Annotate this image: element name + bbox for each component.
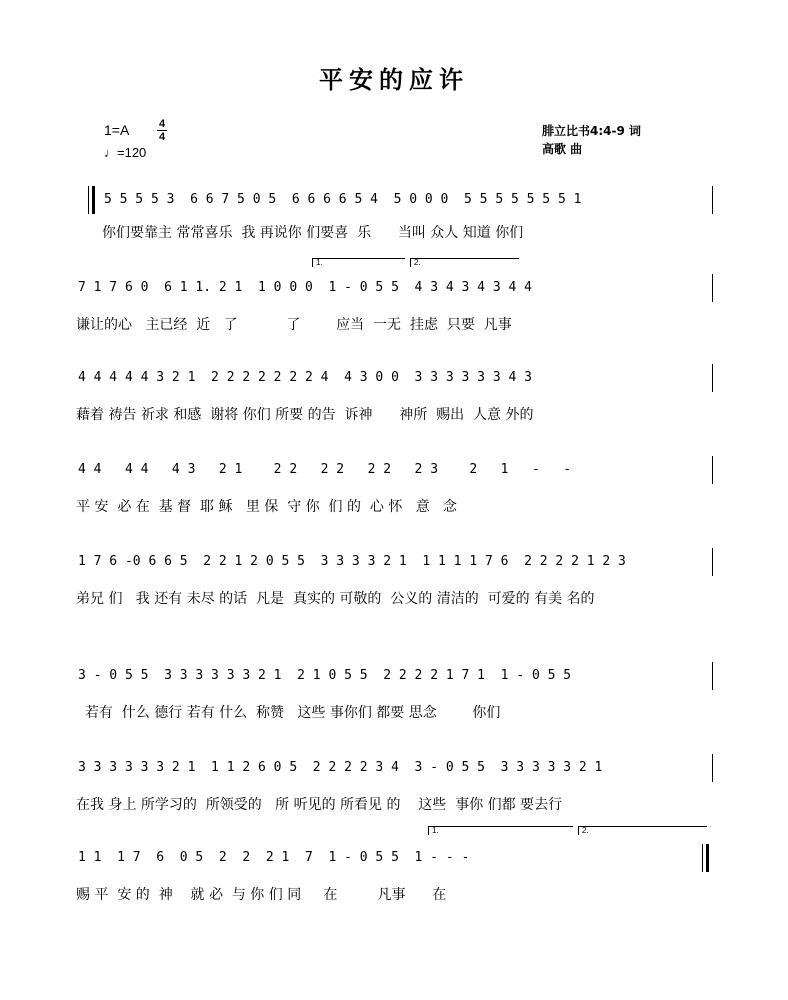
lyric-line: 赐 平 安 的 神 就 必 与 你 们 同 在 凡事 在 bbox=[76, 887, 447, 903]
lyric-line: 若有 什么 德行 若有 什么 称赞 这些 事你们 都要 思念 你们 bbox=[76, 705, 501, 721]
notation-line: 3 - 0 5 5 3 3 3 3 3 3 2 1 2 1 0 5 5 2 2 2 2 1 7 1 1 - 0 5 5 bbox=[78, 668, 572, 683]
barline bbox=[712, 662, 713, 690]
volta-first-ending: 1. bbox=[312, 258, 405, 267]
song-title: 平安的应许 bbox=[319, 66, 469, 94]
lyric-line: 在我 身上 所学习的 所领受的 所 听见的 所看见 的 这些 事你 们都 要去行 bbox=[76, 797, 563, 813]
lyricist-credit: 腓立比书4:4-9 词 bbox=[542, 124, 642, 138]
lyric-line: 藉着 祷告 祈求 和感 谢将 你们 所要 的告 诉神 神所 赐出 人意 外的 bbox=[76, 407, 534, 423]
notation-line: 5 5 5 5 3 6 6 7 5 0 5 6 6 6 6 5 4 5 0 0 0 5 5 5 5 5 5 5 1 bbox=[104, 192, 582, 207]
barline bbox=[712, 274, 713, 302]
notation-line: 7 1 7 6 0 6 1 1. 2 1 1 0 0 0 1 - 0 5 5 4 3 4 3 4 3 4 4 bbox=[78, 280, 532, 295]
notation-line: 4 4 4 4 4 3 2 1 2 2 2 2 2 2 2 4 4 3 0 0 3 3 3 3 3 3 4 3 bbox=[78, 370, 532, 385]
volta-second-ending: 2. bbox=[578, 826, 707, 835]
barline bbox=[712, 364, 713, 392]
lyric-line: 弟兄 们 我 还有 未尽 的话 凡是 真实的 可敬的 公义的 清洁的 可爱的 有美 名的 bbox=[76, 591, 595, 607]
composer-credit: 高歌 曲 bbox=[542, 142, 583, 156]
barline bbox=[712, 754, 713, 782]
notation-line: 1 1 1 7 6 0 5 2 2 2 1 7 1 - 0 5 5 1 - - - bbox=[78, 850, 470, 865]
lyric-line: 谦让的心 主已经 近 了 了 应当 一无 挂虑 只要 凡事 bbox=[76, 317, 512, 333]
barline bbox=[712, 548, 713, 576]
barline bbox=[712, 456, 713, 484]
final-barline bbox=[702, 844, 709, 872]
tempo-marking: ♩=120 bbox=[104, 145, 147, 160]
lyric-line: 你们要靠主 常常喜乐 我 再说你 们要喜 乐 当叫 众人 知道 你们 bbox=[102, 225, 524, 241]
notation-line: 1 7 6 -0 6 6 5 2 2 1 2 0 5 5 3 3 3 3 2 1 1 1 1 1 7 6 2 2 2 2 1 2 3 bbox=[78, 554, 626, 569]
time-signature-bottom: 4 bbox=[158, 131, 166, 143]
notation-line: 4 4 4 4 4 3 2 1 2 2 2 2 2 2 2 3 2 1 - - bbox=[78, 462, 572, 477]
volta-first-ending: 1. bbox=[428, 826, 573, 835]
key-signature: 1=A bbox=[104, 122, 130, 138]
time-signature bbox=[156, 118, 168, 143]
time-signature-top: 4 bbox=[158, 118, 166, 130]
start-repeat-barline bbox=[88, 186, 95, 214]
notation-line: 3 3 3 3 3 3 2 1 1 1 2 6 0 5 2 2 2 2 3 4 3 - 0 5 5 3 3 3 3 3 2 1 bbox=[78, 760, 603, 775]
barline bbox=[712, 186, 713, 214]
volta-second-ending: 2. bbox=[410, 258, 519, 267]
lyric-line: 平 安 必 在 基 督 耶 稣 里 保 守 你 们 的 心 怀 意 念 bbox=[76, 499, 458, 515]
